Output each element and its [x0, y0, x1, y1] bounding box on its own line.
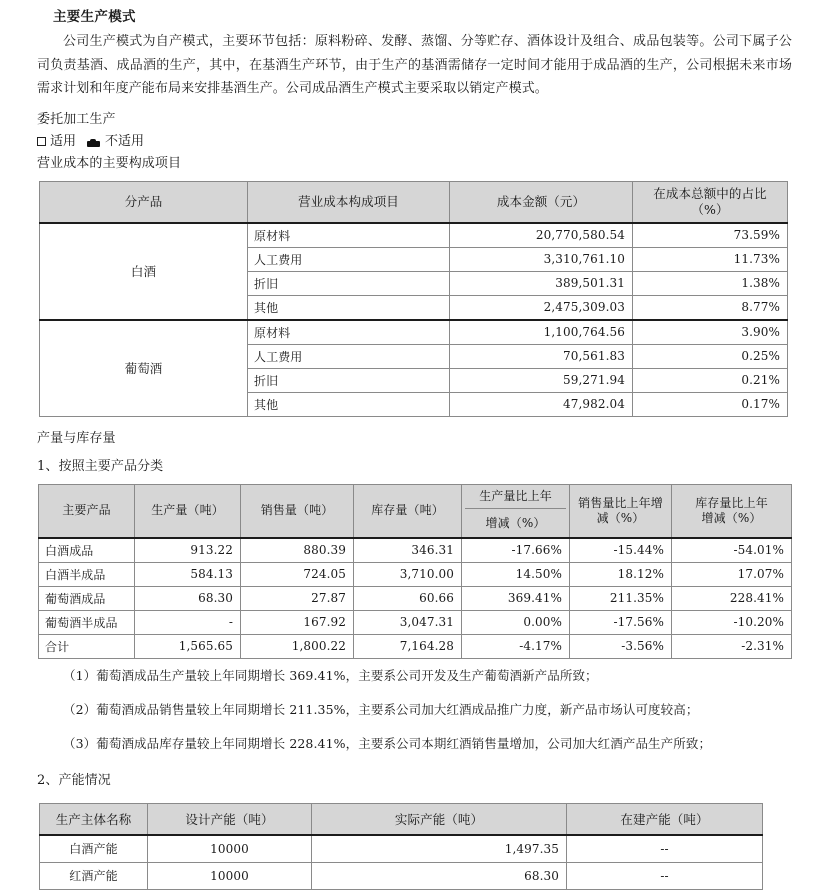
row-inventory: 7,164.28 [354, 634, 462, 658]
row-sales-yoy: 211.35% [570, 586, 672, 610]
row-sales: 27.87 [241, 586, 354, 610]
row-inventory-yoy: 17.07% [672, 562, 792, 586]
row-production: - [135, 610, 241, 634]
capacity-entity: 红酒产能 [40, 862, 148, 889]
row-sales: 1,800.22 [241, 634, 354, 658]
header-production-volume: 生产量（吨） [135, 484, 241, 538]
row-sales-yoy: -17.56% [570, 610, 672, 634]
row-production: 68.30 [135, 586, 241, 610]
output-table-wrapper [37, 484, 792, 659]
cost-composition-table [39, 181, 788, 417]
capacity-building: -- [567, 835, 763, 863]
cost-share: 73.59% [633, 223, 788, 248]
header-sales-yoy [570, 484, 672, 538]
cost-item: 折旧 [248, 368, 450, 392]
row-sales: 167.92 [241, 610, 354, 634]
table-row [40, 862, 763, 889]
table-row [40, 320, 788, 345]
row-sales-yoy: -3.56% [570, 634, 672, 658]
cost-table-wrapper [37, 181, 792, 417]
cost-share: 0.17% [633, 392, 788, 416]
header-sales-yoy-line2: 减（%） [596, 510, 645, 525]
cost-item: 人工费用 [248, 344, 450, 368]
row-product: 葡萄酒成品 [39, 586, 135, 610]
checkbox-applicable[interactable] [37, 137, 46, 146]
cost-share: 0.21% [633, 368, 788, 392]
header-inventory-yoy-line1: 库存量比上年 [695, 495, 768, 510]
header-sales-volume: 销售量（吨） [241, 484, 354, 538]
applicable-label: 适用 [50, 133, 77, 149]
capacity-actual: 68.30 [312, 862, 567, 889]
header-cost-amount: 成本金额（元） [450, 181, 633, 223]
checkbox-not-applicable-checked[interactable] [87, 139, 100, 147]
cost-amount: 59,271.94 [450, 368, 633, 392]
table-row [39, 610, 792, 634]
row-sales-yoy: 18.12% [570, 562, 672, 586]
row-sales-yoy: -15.44% [570, 538, 672, 563]
header-entity-name: 生产主体名称 [40, 803, 148, 835]
not-applicable-label: 不适用 [105, 133, 145, 149]
row-production: 584.13 [135, 562, 241, 586]
row-production-yoy: 369.41% [462, 586, 570, 610]
capacity-table [39, 803, 763, 890]
table-header-row [40, 803, 763, 835]
header-production-yoy-line2: 增减（%） [485, 515, 546, 530]
section-heading: 主要生产模式 [53, 9, 136, 25]
cost-item: 其他 [248, 295, 450, 320]
cost-amount: 20,770,580.54 [450, 223, 633, 248]
table-header-row [40, 181, 788, 223]
row-production-yoy: -4.17% [462, 634, 570, 658]
note-3: （3）葡萄酒成品库存量较上年同期增长 228.41%，主要系公司本期红酒销售量增加，公司加大红酒产品生产所致； [63, 735, 712, 751]
row-sales: 880.39 [241, 538, 354, 563]
header-production-yoy-line1: 生产量比上年 [465, 485, 566, 509]
cost-item: 原材料 [248, 320, 450, 345]
row-product: 葡萄酒半成品 [39, 610, 135, 634]
row-sales: 724.05 [241, 562, 354, 586]
header-cost-item: 营业成本构成项目 [248, 181, 450, 223]
group-name-wine: 葡萄酒 [40, 320, 248, 417]
table-row-total [39, 634, 792, 658]
row-product: 合计 [39, 634, 135, 658]
header-building-capacity: 在建产能（吨） [567, 803, 763, 835]
header-product: 分产品 [40, 181, 248, 223]
entrusted-processing-label: 委托加工生产 [37, 111, 116, 127]
row-inventory-yoy: 228.41% [672, 586, 792, 610]
cost-share: 3.90% [633, 320, 788, 345]
row-inventory-yoy: -10.20% [672, 610, 792, 634]
document-body [37, 0, 792, 890]
cost-amount: 1,100,764.56 [450, 320, 633, 345]
capacity-table-wrapper [37, 803, 792, 890]
capacity-subtitle: 2、产能情况 [37, 772, 111, 788]
row-production: 1,565.65 [135, 634, 241, 658]
row-inventory: 3,047.31 [354, 610, 462, 634]
cost-share: 11.73% [633, 247, 788, 271]
applicability-checkboxes [37, 131, 792, 153]
capacity-design: 10000 [148, 862, 312, 889]
production-mode-paragraph: 公司生产模式为自产模式，主要环节包括：原料粉碎、发酵、蒸馏、分等贮存、酒体设计及组合、成品包装等。公司下属子公司负责基酒、成品酒的生产，其中，在基酒生产环节，由于生产的基酒需储存一定时间才能用于成品酒的生产，公司根据未来市场需求计划和年度产能布局来安排基酒生产。公司成品酒生产模式主要采取以销定产模式。 [37, 34, 792, 96]
row-product: 白酒半成品 [39, 562, 135, 586]
row-inventory: 3,710.00 [354, 562, 462, 586]
header-sales-yoy-line1: 销售量比上年增 [578, 495, 663, 510]
cost-amount: 47,982.04 [450, 392, 633, 416]
table-row [39, 562, 792, 586]
output-inventory-title: 产量与库存量 [37, 430, 116, 446]
table-row [39, 538, 792, 563]
row-production-yoy: -17.66% [462, 538, 570, 563]
cost-composition-label: 营业成本的主要构成项目 [37, 155, 182, 171]
header-main-product: 主要产品 [39, 484, 135, 538]
note-1: （1）葡萄酒成品生产量较上年同期增长 369.41%，主要系公司开发及生产葡萄酒新产品所致； [63, 667, 598, 683]
table-header-row [39, 484, 792, 538]
header-production-yoy [462, 484, 570, 538]
row-production-yoy: 14.50% [462, 562, 570, 586]
cost-item: 原材料 [248, 223, 450, 248]
output-inventory-table [38, 484, 792, 659]
header-inventory-volume: 库存量（吨） [354, 484, 462, 538]
capacity-building: -- [567, 862, 763, 889]
row-production: 913.22 [135, 538, 241, 563]
row-inventory-yoy: -54.01% [672, 538, 792, 563]
cost-item: 人工费用 [248, 247, 450, 271]
cost-amount: 389,501.31 [450, 271, 633, 295]
cost-amount: 3,310,761.10 [450, 247, 633, 271]
header-design-capacity: 设计产能（吨） [148, 803, 312, 835]
capacity-entity: 白酒产能 [40, 835, 148, 863]
header-cost-share: 在成本总额中的占比（%） [633, 181, 788, 223]
header-actual-capacity: 实际产能（吨） [312, 803, 567, 835]
cost-amount: 2,475,309.03 [450, 295, 633, 320]
row-inventory-yoy: -2.31% [672, 634, 792, 658]
table-row [39, 586, 792, 610]
table-row [40, 223, 788, 248]
row-inventory: 60.66 [354, 586, 462, 610]
cost-share: 1.38% [633, 271, 788, 295]
capacity-design: 10000 [148, 835, 312, 863]
cost-amount: 70,561.83 [450, 344, 633, 368]
row-production-yoy: 0.00% [462, 610, 570, 634]
cost-share: 0.25% [633, 344, 788, 368]
header-inventory-yoy [672, 484, 792, 538]
cost-share: 8.77% [633, 295, 788, 320]
note-2: （2）葡萄酒成品销售量较上年同期增长 211.35%，主要系公司加大红酒成品推广力度，新产品市场认可度较高； [63, 701, 699, 717]
cost-item: 折旧 [248, 271, 450, 295]
table-row [40, 835, 763, 863]
row-product: 白酒成品 [39, 538, 135, 563]
cost-item: 其他 [248, 392, 450, 416]
capacity-actual: 1,497.35 [312, 835, 567, 863]
header-inventory-yoy-line2: 增减（%） [701, 510, 762, 525]
group-name-baijiu: 白酒 [40, 223, 248, 320]
output-subtitle: 1、按照主要产品分类 [37, 458, 164, 474]
row-inventory: 346.31 [354, 538, 462, 563]
